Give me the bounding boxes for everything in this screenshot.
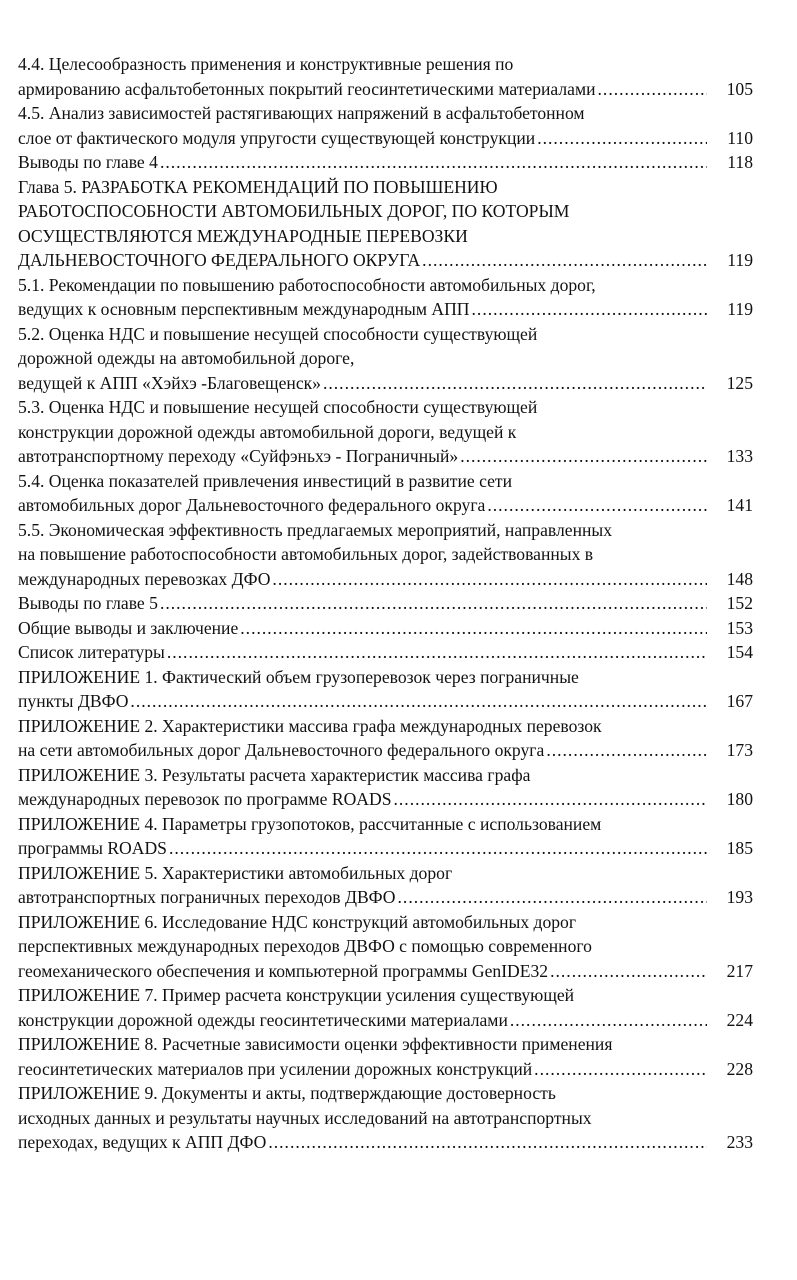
toc-entry-title-end: автотранспортному переходу «Суйфэньхэ - Пограничный» bbox=[18, 446, 459, 466]
dot-leader bbox=[394, 787, 708, 812]
dot-leader bbox=[550, 959, 707, 984]
page-number: 224 bbox=[726, 1009, 753, 1030]
toc-entry-line: ПРИЛОЖЕНИЕ 6. Исследование НДС конструкций автомобильных дорог bbox=[18, 911, 577, 932]
page-number: 133 bbox=[726, 446, 753, 466]
toc-entry-line: ОСУЩЕСТВЛЯЮТСЯ МЕЖДУНАРОДНЫЕ ПЕРЕВОЗКИ bbox=[18, 225, 468, 246]
toc-entry-final-line bbox=[18, 640, 753, 665]
dot-leader bbox=[169, 836, 707, 861]
page-number: 105 bbox=[726, 78, 753, 99]
toc-entry-final-line bbox=[18, 885, 753, 910]
toc-entry-final-line bbox=[18, 738, 753, 763]
toc-entry[interactable] bbox=[18, 591, 753, 616]
dot-leader bbox=[598, 77, 707, 102]
dot-leader bbox=[472, 297, 707, 322]
dot-leader bbox=[268, 1130, 707, 1155]
toc-entry[interactable] bbox=[18, 983, 753, 1032]
toc-entry-line: 5.1. Рекомендации по повышению работоспособности автомобильных дорог, bbox=[18, 274, 596, 295]
toc-entry-final-line bbox=[18, 591, 753, 616]
page-number: 233 bbox=[726, 1132, 753, 1152]
toc-entry-title-end: Выводы по главе 4 bbox=[18, 152, 158, 172]
toc-entry-line: РАБОТОСПОСОБНОСТИ АВТОМОБИЛЬНЫХ ДОРОГ, ПО КОТОРЫМ bbox=[18, 201, 570, 221]
toc-entry-line: 4.5. Анализ зависимостей растягивающих напряжений в асфальтобетонном bbox=[18, 103, 585, 123]
toc-entry[interactable] bbox=[18, 616, 753, 641]
toc-entry-final-line bbox=[18, 836, 753, 861]
page-number: 148 bbox=[726, 568, 753, 589]
page-number: 152 bbox=[726, 593, 753, 613]
toc-entry-title-end: Общие выводы и заключение bbox=[18, 617, 239, 638]
toc-entry-final-line bbox=[18, 616, 753, 641]
page-number: 185 bbox=[726, 838, 753, 858]
toc-entry-line: дорожной одежды на автомобильной дороге, bbox=[18, 348, 355, 368]
toc-entry[interactable] bbox=[18, 395, 753, 469]
dot-leader bbox=[510, 1008, 707, 1033]
page-number: 119 bbox=[727, 299, 753, 319]
toc-entry-line: на повышение работоспособности автомобильных дорог, задействованных в bbox=[18, 544, 594, 564]
toc-entry-line: 5.2. Оценка НДС и повышение несущей способности существующей bbox=[18, 323, 538, 344]
toc-entry[interactable] bbox=[18, 175, 753, 273]
dot-leader bbox=[272, 567, 707, 592]
toc-entry[interactable] bbox=[18, 714, 753, 763]
dot-leader bbox=[534, 1057, 707, 1082]
page-number: 141 bbox=[726, 495, 753, 515]
page-number: 193 bbox=[726, 887, 753, 907]
dot-leader bbox=[487, 493, 707, 518]
toc-entry-final-line bbox=[18, 787, 753, 812]
toc-entry[interactable] bbox=[18, 469, 753, 518]
toc-entry-title-end: автотранспортных пограничных переходов ДВФО bbox=[18, 887, 396, 907]
toc-entry-title-end: программы ROADS bbox=[18, 838, 167, 858]
toc-entry-final-line bbox=[18, 248, 753, 273]
toc-entry-final-line bbox=[18, 689, 753, 714]
toc-entry-title-end: международных перевозок по программе ROADS bbox=[18, 789, 392, 809]
toc-entry-line: ПРИЛОЖЕНИЕ 4. Параметры грузопотоков, рассчитанные с использованием bbox=[18, 813, 602, 834]
toc-entry-title-end: армированию асфальтобетонных покрытий геосинтетическими материалами bbox=[18, 78, 596, 99]
toc-entry-line: ПРИЛОЖЕНИЕ 9. Документы и акты, подтверждающие достоверность bbox=[18, 1083, 556, 1103]
page-number: 110 bbox=[727, 127, 753, 148]
toc-entry-line: 5.4. Оценка показателей привлечения инвестиций в развитие сети bbox=[18, 470, 513, 491]
toc-entry-title-end: ведущих к основным перспективным международным АПП bbox=[18, 299, 470, 319]
toc-entry-title-end: ДАЛЬНЕВОСТОЧНОГО ФЕДЕРАЛЬНОГО ОКРУГА bbox=[18, 250, 421, 270]
toc-entry-line: ПРИЛОЖЕНИЕ 2. Характеристики массива графа международных перевозок bbox=[18, 715, 602, 736]
toc-entry-line: ПРИЛОЖЕНИЕ 3. Результаты расчета характеристик массива графа bbox=[18, 764, 531, 785]
toc-entry-title-end: ведущей к АПП «Хэйхэ -Благовещенск» bbox=[18, 372, 321, 393]
toc-entry-title-end: международных перевозках ДФО bbox=[18, 568, 271, 589]
toc-entry-line: Глава 5. РАЗРАБОТКА РЕКОМЕНДАЦИЙ ПО ПОВЫШЕНИЮ bbox=[18, 176, 498, 197]
toc-entry-title-end: на сети автомобильных дорог Дальневосточного федерального округа bbox=[18, 740, 545, 760]
toc-entry-final-line bbox=[18, 1130, 753, 1155]
toc-entry-line: 5.3. Оценка НДС и повышение несущей способности существующей bbox=[18, 397, 538, 417]
dot-leader bbox=[537, 126, 707, 151]
toc-entry-title-end: геосинтетических материалов при усилении дорожных конструкций bbox=[18, 1058, 533, 1079]
toc-entry-title-end: геомеханического обеспечения и компьютерной программы GenIDE32 bbox=[18, 960, 549, 981]
toc-entry[interactable] bbox=[18, 665, 753, 714]
toc-entry[interactable] bbox=[18, 861, 753, 910]
dot-leader bbox=[422, 248, 707, 273]
dot-leader bbox=[323, 371, 707, 396]
toc-entry[interactable] bbox=[18, 1032, 753, 1081]
dot-leader bbox=[460, 444, 707, 469]
toc-entry-line: конструкции дорожной одежды автомобильной дороги, ведущей к bbox=[18, 421, 517, 442]
toc-entry[interactable] bbox=[18, 150, 753, 175]
toc-entry-final-line bbox=[18, 1057, 753, 1082]
page-number: 228 bbox=[726, 1058, 753, 1079]
toc-entry[interactable] bbox=[18, 812, 753, 861]
table-of-contents bbox=[18, 52, 753, 1155]
dot-leader bbox=[130, 689, 707, 714]
toc-entry-final-line bbox=[18, 297, 753, 322]
toc-entry-final-line bbox=[18, 77, 753, 102]
toc-entry-title-end: пункты ДВФО bbox=[18, 691, 129, 711]
toc-entry-final-line bbox=[18, 1008, 753, 1033]
page-number: 119 bbox=[727, 250, 753, 270]
page-number: 153 bbox=[726, 617, 753, 638]
toc-entry-final-line bbox=[18, 371, 753, 396]
toc-entry[interactable] bbox=[18, 518, 753, 592]
toc-entry-final-line bbox=[18, 150, 753, 175]
toc-entry[interactable] bbox=[18, 763, 753, 812]
page-number: 125 bbox=[726, 372, 753, 393]
toc-entry[interactable] bbox=[18, 273, 753, 322]
toc-entry[interactable] bbox=[18, 101, 753, 150]
toc-entry-line: ПРИЛОЖЕНИЕ 1. Фактический объем грузоперевозок через пограничные bbox=[18, 666, 579, 687]
toc-entry-final-line bbox=[18, 567, 753, 592]
toc-entry-title-end: конструкции дорожной одежды геосинтетическими материалами bbox=[18, 1009, 508, 1030]
page-number: 173 bbox=[726, 740, 753, 760]
dot-leader bbox=[546, 738, 707, 763]
dot-leader bbox=[167, 640, 707, 665]
toc-entry-line: 5.5. Экономическая эффективность предлагаемых мероприятий, направленных bbox=[18, 519, 613, 540]
dot-leader bbox=[398, 885, 707, 910]
toc-entry[interactable] bbox=[18, 322, 753, 396]
toc-entry-final-line bbox=[18, 493, 753, 518]
page-number: 167 bbox=[726, 691, 753, 711]
toc-entry-line: перспективных международных переходов ДВФО с помощью современного bbox=[18, 936, 592, 956]
page-number: 118 bbox=[727, 152, 753, 172]
toc-entry-final-line bbox=[18, 126, 753, 151]
toc-entry-final-line bbox=[18, 959, 753, 984]
dot-leader bbox=[160, 150, 707, 175]
page-number: 180 bbox=[726, 789, 753, 809]
toc-entry-title-end: переходах, ведущих к АПП ДФО bbox=[18, 1132, 267, 1152]
toc-entry-line: 4.4. Целесообразность применения и конструктивные решения по bbox=[18, 54, 514, 74]
toc-entry[interactable] bbox=[18, 640, 753, 665]
toc-entry[interactable] bbox=[18, 910, 753, 984]
toc-entry-final-line bbox=[18, 444, 753, 469]
page-number: 217 bbox=[726, 960, 753, 981]
toc-entry[interactable] bbox=[18, 52, 753, 101]
dot-leader bbox=[160, 591, 707, 616]
dot-leader bbox=[240, 616, 707, 641]
page-number: 154 bbox=[726, 642, 753, 662]
toc-entry-title-end: слое от фактического модуля упругости существующей конструкции bbox=[18, 127, 536, 148]
toc-entry-line: исходных данных и результаты научных исследований на автотранспортных bbox=[18, 1107, 592, 1128]
toc-entry-title-end: Выводы по главе 5 bbox=[18, 593, 158, 613]
toc-entry-title-end: автомобильных дорог Дальневосточного федерального округа bbox=[18, 495, 486, 515]
toc-entry-title-end: Список литературы bbox=[18, 642, 165, 662]
toc-entry-line: ПРИЛОЖЕНИЕ 7. Пример расчета конструкции усиления существующей bbox=[18, 985, 575, 1005]
toc-entry[interactable] bbox=[18, 1081, 753, 1155]
toc-entry-line: ПРИЛОЖЕНИЕ 8. Расчетные зависимости оценки эффективности применения bbox=[18, 1034, 613, 1054]
toc-entry-line: ПРИЛОЖЕНИЕ 5. Характеристики автомобильных дорог bbox=[18, 862, 453, 883]
